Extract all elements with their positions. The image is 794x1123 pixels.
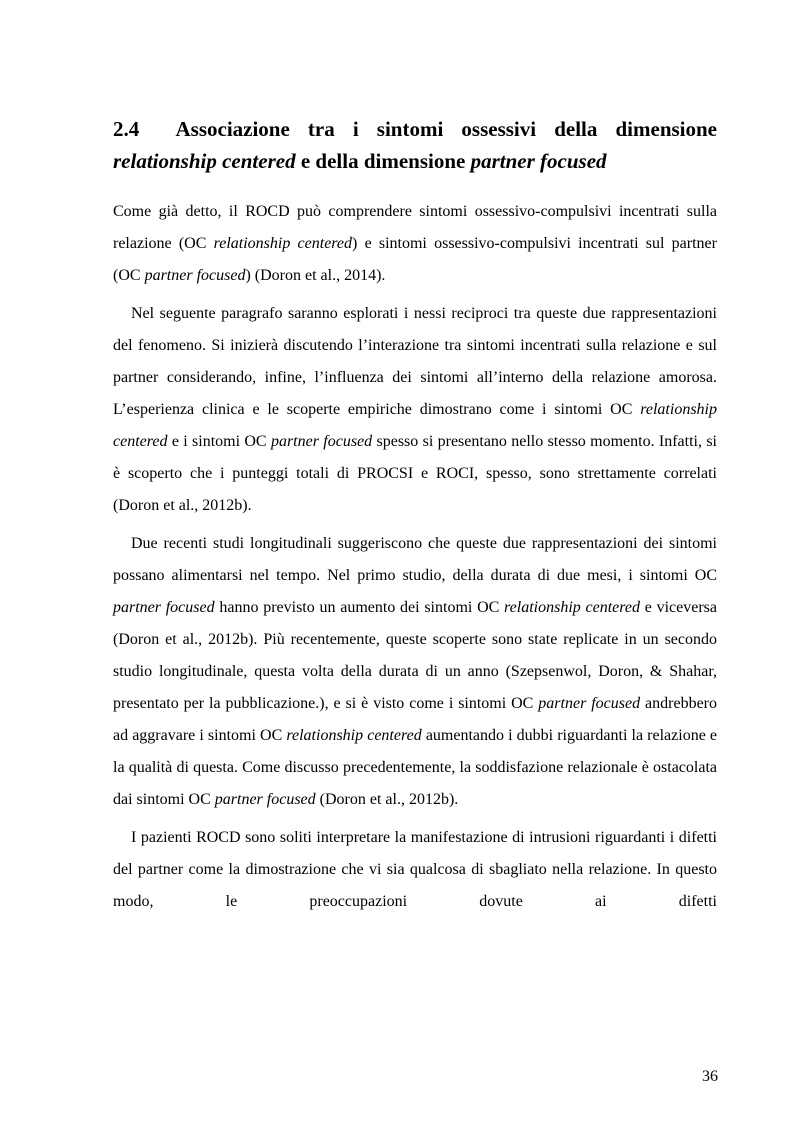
- italic-term: relationship centered: [286, 727, 422, 744]
- paragraph-text: e i sintomi OC: [167, 433, 271, 450]
- paragraph-text: spesso si presentano nello stesso momento. Infatti, si è scoperto che i punteggi totali di PROCSI e ROCI, spesso, sono strettamente correlati (Doron et al., 2012b).: [113, 433, 718, 514]
- paragraph-text: Nel seguente paragrafo saranno esplorati i nessi reciproci tra queste due rappresentazioni del fenomeno. Si inizierà discutendo l’interazione tra sintomi incentrati sulla relazione e sul partner considerando, infine, l’influenza dei sintomi all’interno della relazione amorosa. L’esperienza clinica e le scoperte empiriche dimostrano come i sintomi OC: [113, 305, 717, 418]
- paragraph-text: (Doron et al., 2012b).: [315, 791, 459, 808]
- page-number: 36: [702, 1068, 718, 1085]
- section-heading-line-1: [113, 113, 717, 145]
- section-number: 2.4: [113, 117, 140, 141]
- section-title-term-partner: partner focused: [470, 149, 607, 173]
- section-heading-line-2: [113, 145, 717, 177]
- paragraph-3: [113, 528, 717, 816]
- paragraph-text: ) (Doron et al., 2014).: [245, 267, 386, 284]
- paragraph-text: Come già detto, il ROCD può comprendere sintomi ossessivo-compulsivi incentrati sulla relazione (OC: [113, 203, 717, 252]
- paragraph-text: ) e sintomi ossessivo-compulsivi incentrati sul partner (OC: [113, 235, 717, 284]
- italic-term: relationship centered: [504, 599, 641, 616]
- paragraph-text: andrebbero ad aggravare i sintomi OC: [113, 695, 718, 744]
- paragraph-text: hanno previsto un aumento dei sintomi OC: [214, 599, 505, 616]
- paragraph-text: I pazienti ROCD sono soliti interpretare la manifestazione di intrusioni riguardanti i difetti del partner come la dimostrazione che vi sia qualcosa di sbagliato nella relazione. In questo modo, le preoccupazioni dovute ai difetti: [113, 829, 717, 910]
- italic-term: relationship centered: [213, 235, 353, 252]
- paragraph-4: [113, 822, 717, 918]
- italic-term: partner focused: [144, 267, 246, 284]
- italic-term: partner focused: [538, 695, 641, 712]
- paragraph-2: [113, 298, 717, 522]
- section-title-term-relationship: relationship centered: [113, 149, 296, 173]
- italic-term: partner focused: [214, 791, 316, 808]
- section-title-part-1: Associazione tra i sintomi ossessivi della dimensione: [175, 117, 718, 141]
- body-text: [113, 196, 717, 924]
- paragraph-text: aumentando i dubbi riguardanti la relazione e la qualità di questa. Come discusso precedentemente, la soddisfazione relazionale è ostacolata dai sintomi OC: [113, 727, 718, 808]
- italic-term: partner focused: [113, 599, 215, 616]
- italic-term: partner focused: [270, 433, 373, 450]
- section-heading: [113, 113, 717, 177]
- paragraph-text: e viceversa (Doron et al., 2012b). Più recentemente, queste scoperte sono state replicate in un secondo studio longitudinale, questa volta della durata di un anno (Szepsenwol, Doron, & Shahar, presentato per la pubblicazione.), e si è visto come i sintomi OC: [113, 599, 717, 712]
- section-title-part-2: e della dimensione: [295, 149, 471, 173]
- paragraph-text: Due recenti studi longitudinali suggeriscono che queste due rappresentazioni dei sintomi possano alimentarsi nel tempo. Nel primo studio, della durata di due mesi, i sintomi OC: [113, 535, 717, 584]
- italic-term: relationship centered: [113, 401, 717, 450]
- paragraph-1: [113, 196, 717, 292]
